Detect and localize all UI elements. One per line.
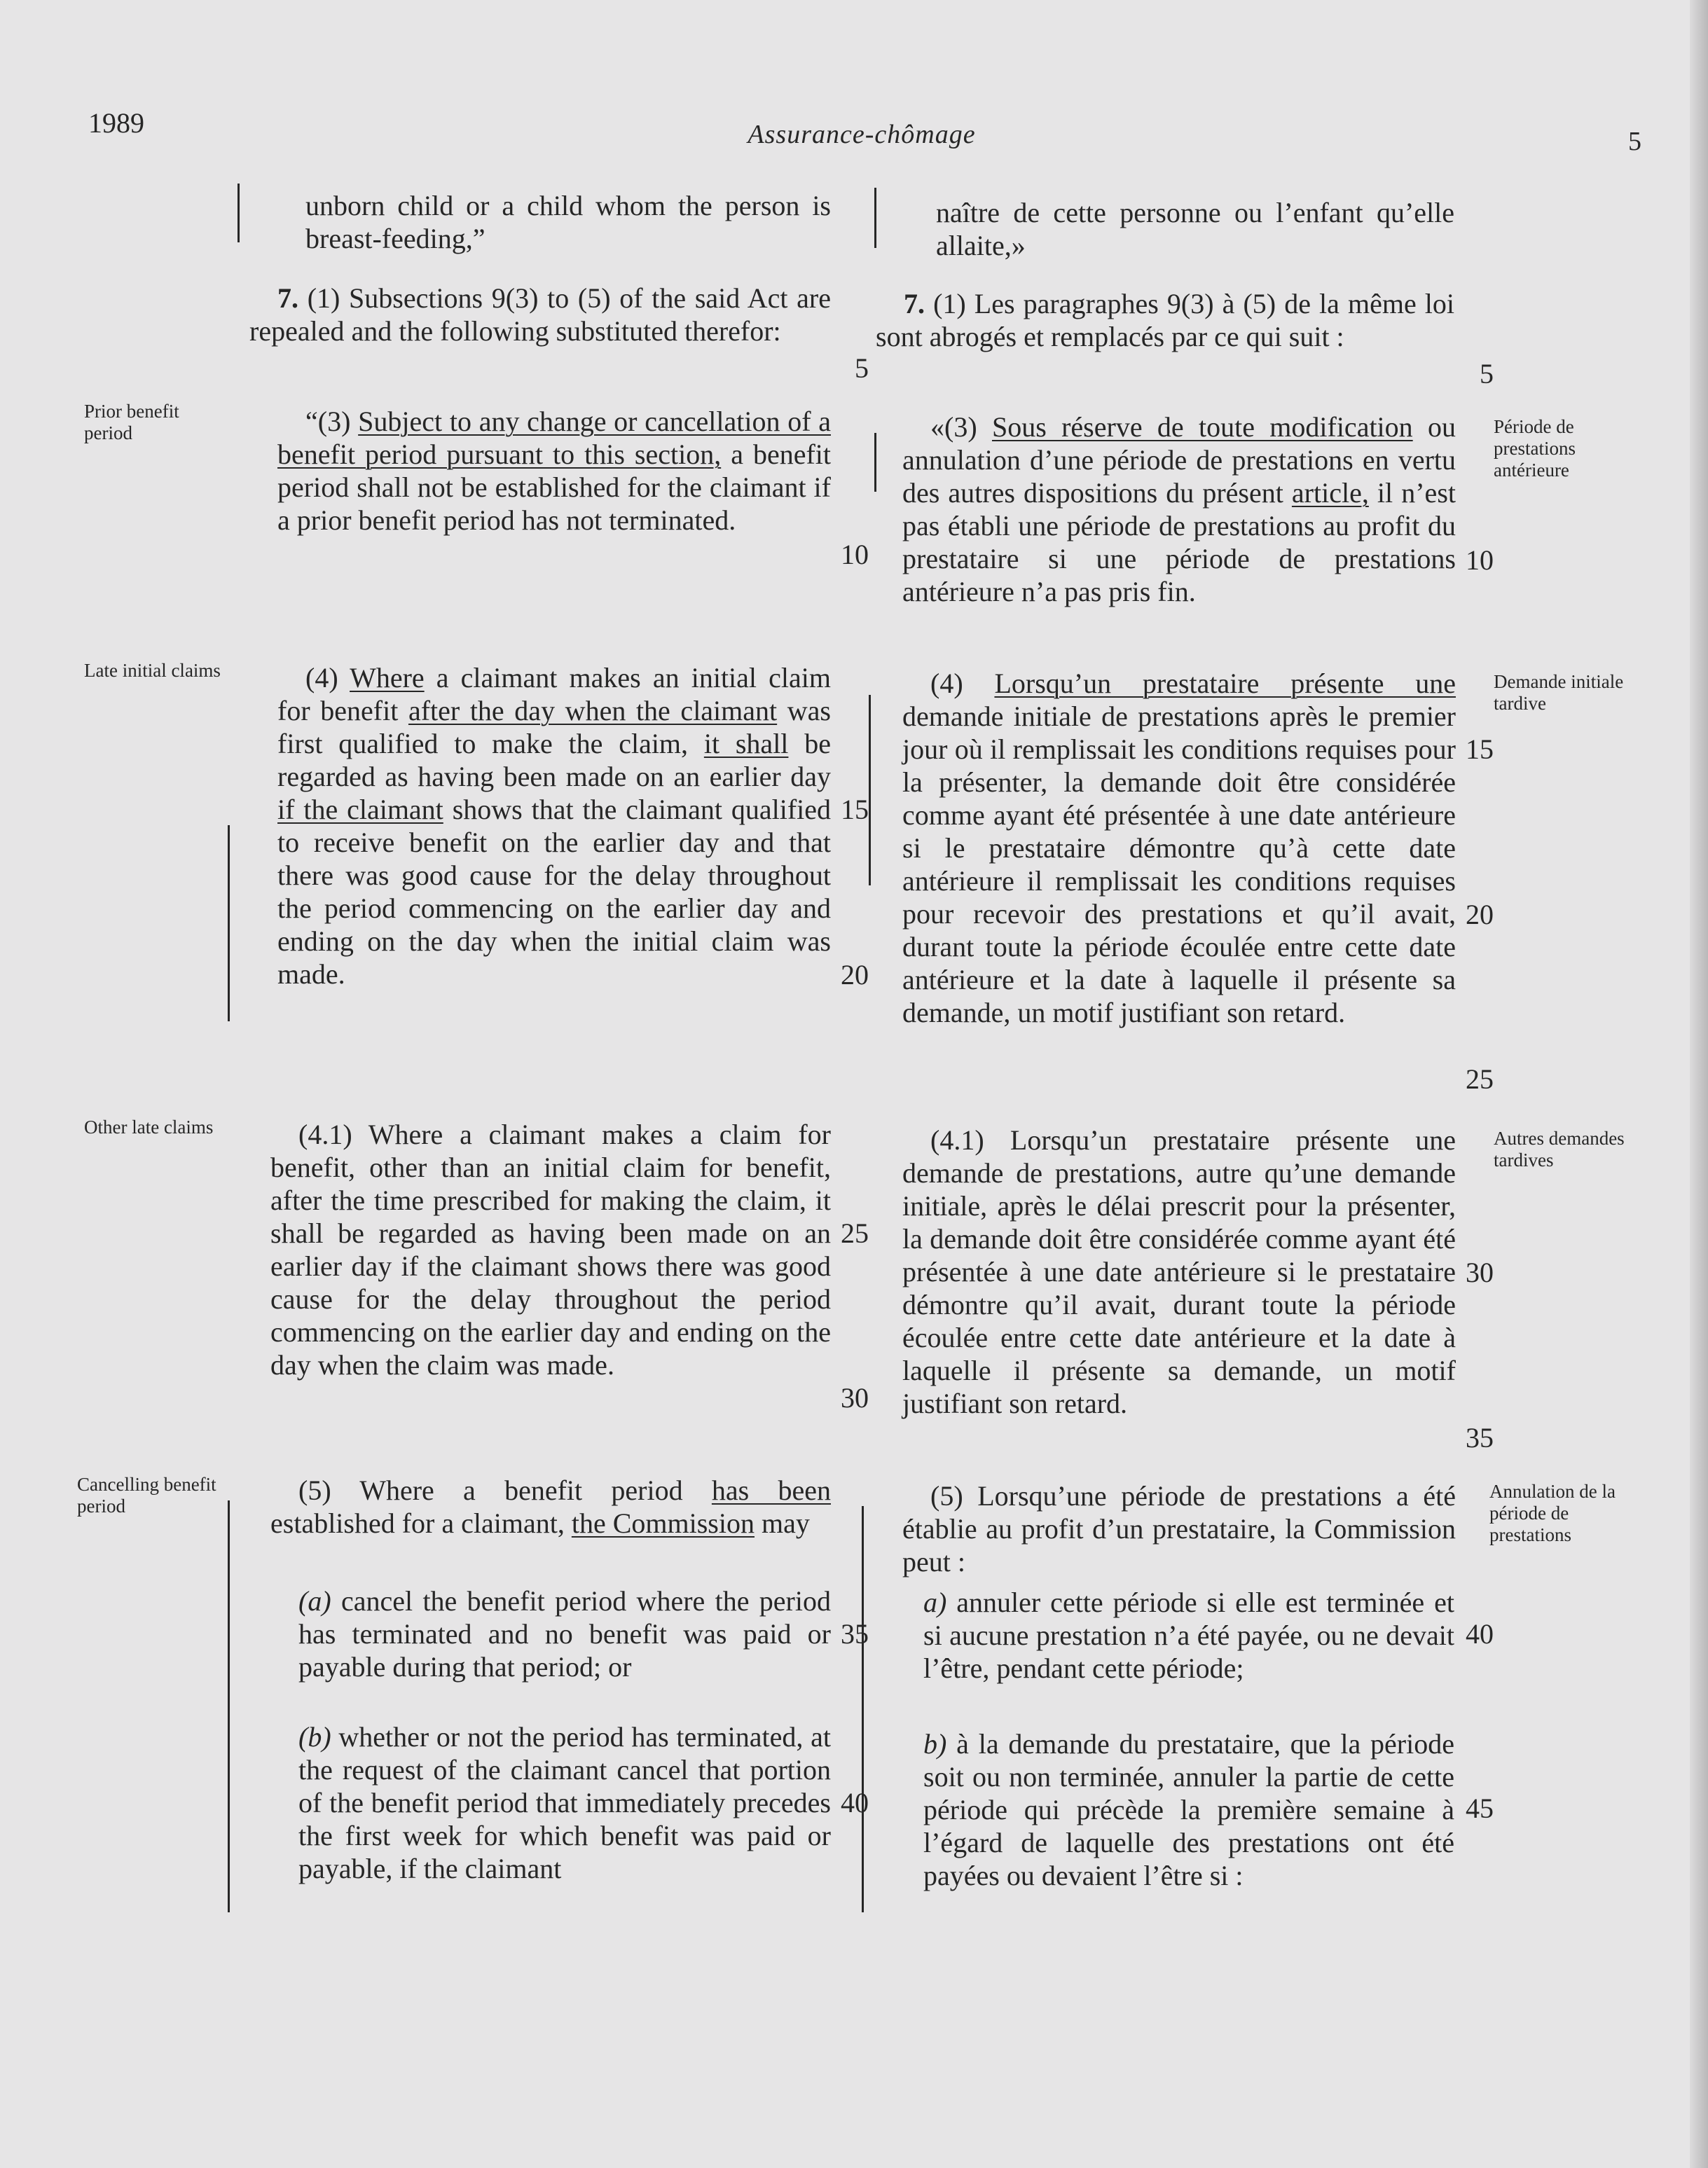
page-number: 5 xyxy=(1628,127,1641,156)
en-sub5-text: established for a claimant, xyxy=(270,1507,572,1539)
change-bar xyxy=(869,695,871,885)
en-sub3-prefix: “(3) xyxy=(305,406,359,437)
en-subsection-4-1: (4.1) Where a claimant makes a claim for benefit, other than an initial claim for benefit, after the time prescribed for making the claim, it shall be regarded as having been made on an earlier day if the claimant shows there was good cause for the delay throughout the period commencing on the earlier day and ending on the day when the claim was made. xyxy=(270,1119,831,1381)
margin-note-autres-demandes-tardives: Autres demandes tardives xyxy=(1494,1128,1625,1171)
line-number: 15 xyxy=(841,794,869,825)
en-section-number: 7. xyxy=(277,282,298,314)
en-section-7 xyxy=(249,282,831,347)
line-number: 25 xyxy=(841,1217,869,1249)
line-number: 5 xyxy=(855,352,869,384)
line-number: 30 xyxy=(841,1382,869,1414)
change-bar xyxy=(862,1506,864,1912)
line-number: 10 xyxy=(1466,544,1494,576)
fr-continued-text: naître de cette personne ou l’enfant qu’elle allaite,» xyxy=(936,197,1454,261)
margin-note-annulation-periode: Annulation de la période de prestations xyxy=(1489,1481,1616,1545)
margin-note-late-initial-claims: Late initial claims xyxy=(84,660,221,681)
change-bar xyxy=(228,1500,230,1912)
line-number: 45 xyxy=(1466,1793,1494,1824)
en-sub3-amended-text: Subject to any change or cancellation of a benefit period pursuant to this section, xyxy=(277,406,831,470)
change-bar xyxy=(237,184,240,242)
fr-sub3-amended-text: Sous réserve de toute modification xyxy=(991,411,1413,443)
line-number: 25 xyxy=(1466,1063,1494,1095)
line-number: 35 xyxy=(1466,1422,1494,1454)
margin-note-other-late-claims: Other late claims xyxy=(84,1117,214,1138)
fr-sub3-text: ou annulation d’une période de prestations en vertu des autres dispositions du présent xyxy=(902,411,1456,509)
en-sub4-text: was first qualified to make the claim, xyxy=(277,695,831,759)
line-number: 20 xyxy=(841,959,869,990)
change-bar xyxy=(874,188,876,248)
line-number: 40 xyxy=(1466,1618,1494,1650)
en-sub5-amended-text: the Commission xyxy=(571,1507,755,1539)
fr-sub3-amended-text: article, xyxy=(1291,477,1369,509)
fr-sub4-text: (4) xyxy=(930,668,995,699)
fr-paragraph-b xyxy=(923,1727,1454,1892)
fr-sub4-amended-text: Lorsqu’un prestataire présente une xyxy=(994,668,1456,699)
en-continued-text: unborn child or a child whom the person is breast-feeding,” xyxy=(305,190,831,254)
en-sub5-text: (5) Where a benefit period xyxy=(298,1475,712,1506)
margin-note-prior-benefit-period: Prior benefit period xyxy=(84,401,179,443)
margin-note-cancelling-benefit-period: Cancelling benefit period xyxy=(77,1474,216,1517)
en-paragraph-b-label: (b) xyxy=(298,1721,331,1753)
line-number: 15 xyxy=(1466,733,1494,765)
header-title: Assurance-chômage xyxy=(748,120,976,149)
en-sub4-text: (4) xyxy=(305,662,350,693)
header-year: 1989 xyxy=(88,107,144,139)
fr-section-7 xyxy=(876,287,1454,353)
fr-sub3-prefix: «(3) xyxy=(930,411,992,443)
fr-section-7-intro: (1) Les paragraphes 9(3) à (5) de la même loi sont abrogés et remplacés par ce qui suit : xyxy=(876,288,1455,352)
en-paragraph-b xyxy=(298,1720,831,1885)
en-sub4-amended-text: it shall xyxy=(703,728,789,759)
en-sub4-amended-text: Where xyxy=(350,662,425,693)
line-number: 10 xyxy=(841,539,869,570)
en-sub5-text: may xyxy=(754,1507,810,1539)
change-bar xyxy=(228,825,230,1021)
line-number: 35 xyxy=(841,1618,869,1650)
fr-paragraph-a-label: a) xyxy=(923,1587,947,1618)
en-subsection-3 xyxy=(277,405,831,537)
line-number: 30 xyxy=(1466,1257,1494,1288)
line-number: 5 xyxy=(1480,358,1494,389)
line-number: 40 xyxy=(841,1787,869,1818)
fr-section-number: 7. xyxy=(904,288,925,319)
en-subsection-5 xyxy=(270,1474,831,1540)
fr-subsection-3 xyxy=(902,410,1456,608)
en-paragraph-a-label: (a) xyxy=(298,1585,331,1617)
en-sub4-amended-text: after the day when the claimant xyxy=(408,695,778,726)
fr-subsection-4-1: (4.1) Lorsqu’un prestataire présente une demande de prestations, autre qu’une demande initiale, après le délai prescrit pour la présenter, la demande doit être considérée comme ayant été présentée à une date antérieure si le prestataire démontre qu’il avait, durant toute la période écoulée entre cette date antérieure et la date à laquelle il présente sa demande, un motif justifiant son retard. xyxy=(902,1124,1456,1419)
fr-paragraph-b-label: b) xyxy=(923,1728,947,1760)
fr-paragraph-b-text: à la demande du prestataire, que la période soit ou non terminée, annuler la partie de cette période qui précède la première semaine à l’égard de laquelle des prestations ont été payées ou devaient l’être si : xyxy=(923,1728,1454,1891)
en-sub3-text: a benefit period shall not be established for the claimant if a prior benefit period has not terminated. xyxy=(277,439,832,536)
fr-sub4-text: demande initiale de prestations après le premier jour où il remplissait les conditions requises pour la présenter, la demande doit être considérée comme ayant été présentée à une date antérieure si le prestataire démontre qu’à cette date antérieure il remplissait les conditions requises pour recevoir des prestations et qu’il avait, durant toute la période écoulée entre cette date antérieure et la date à laquelle il présente sa demande, un motif justifiant son retard. xyxy=(902,700,1456,1028)
en-paragraph-b-text: whether or not the period has terminated, at the request of the claimant cancel that portion of the benefit period that immediately precedes the first week for which benefit was paid or payable, if the claimant xyxy=(298,1721,831,1884)
en-paragraph-a-text: cancel the benefit period where the period has terminated and no benefit was paid or payable during that period; or xyxy=(298,1585,831,1683)
en-sub4-text: be regarded as having been made on an earlier day xyxy=(277,728,831,792)
fr-subsection-5: (5) Lorsqu’une période de prestations a été établie au profit d’un prestataire, la Commission peut : xyxy=(902,1480,1456,1577)
fr-sub3-text: il n’est pas établi une période de prestations au profit du prestataire si une période de prestations antérieure n’a pas pris fin. xyxy=(902,477,1456,607)
margin-note-periode-anterieure: Période de prestations antérieure xyxy=(1494,416,1576,481)
page-edge-shadow xyxy=(1690,0,1708,2168)
change-bar xyxy=(874,433,876,492)
en-section-7-intro: (1) Subsections 9(3) to (5) of the said Act are repealed and the following substituted therefor: xyxy=(249,282,831,347)
fr-subsection-4 xyxy=(902,667,1456,1029)
en-sub4-amended-text: if the claimant xyxy=(277,794,443,825)
en-paragraph-a xyxy=(298,1584,831,1683)
en-subsection-4 xyxy=(277,661,831,990)
line-number: 20 xyxy=(1466,899,1494,930)
en-sub4-text: shows that the claimant qualified to receive benefit on the earlier day and that there was good cause for the delay throughout the period commencing on the earlier day and ending on the day when the initial claim was made. xyxy=(277,794,831,990)
en-sub5-amended-text: has been xyxy=(711,1475,831,1506)
en-sub4-text: a claimant makes an initial claim for benefit xyxy=(277,662,832,726)
margin-note-demande-initiale-tardive: Demande initiale tardive xyxy=(1494,671,1624,714)
fr-paragraph-a xyxy=(923,1586,1454,1685)
fr-paragraph-a-text: annuler cette période si elle est terminée et si aucune prestation n’a été payée, ou ne devait l’être, pendant cette période; xyxy=(923,1587,1454,1684)
